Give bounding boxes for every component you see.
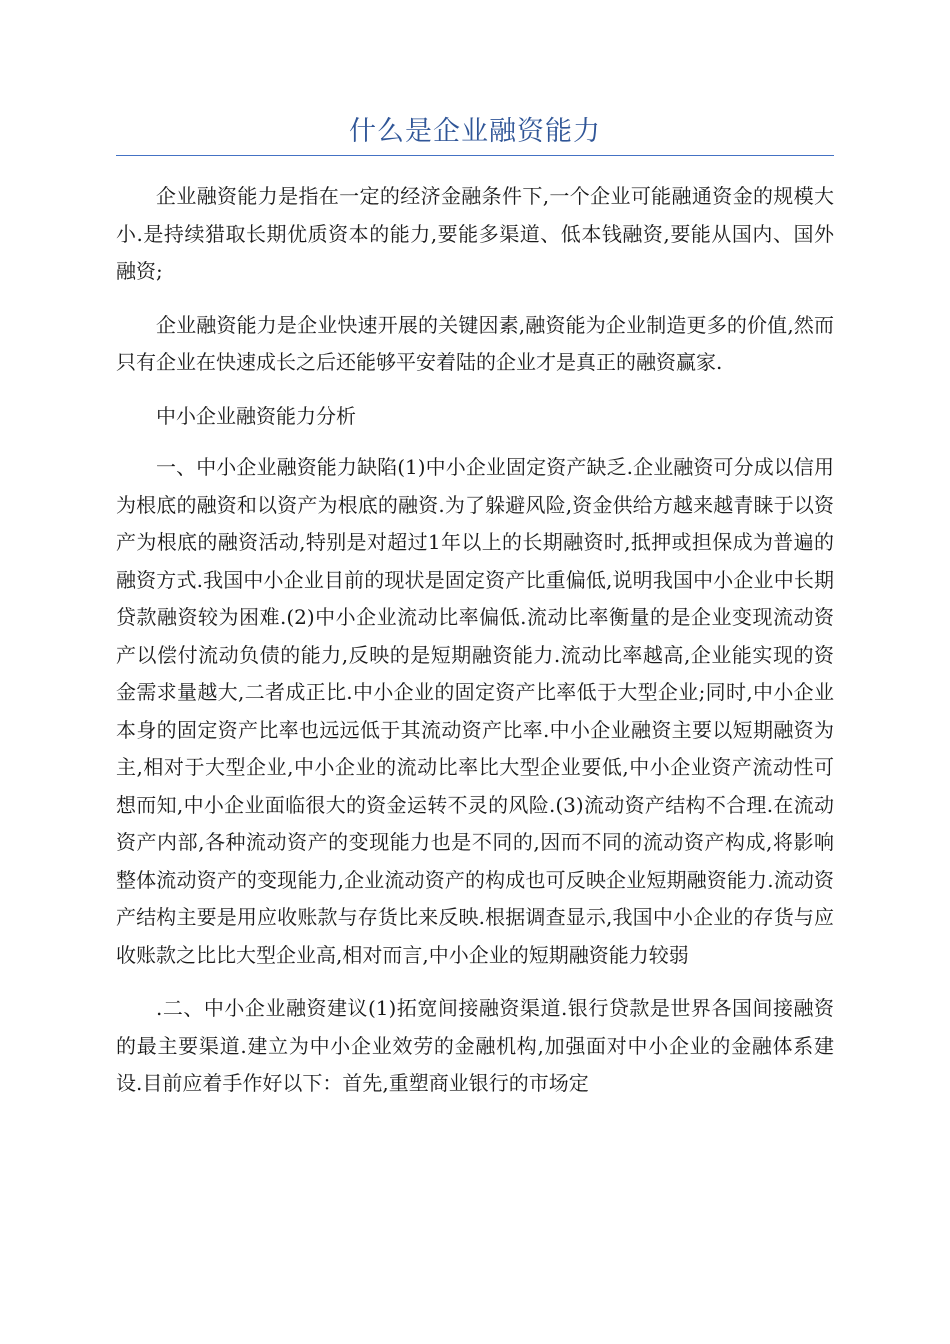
document-page xyxy=(116,0,834,1119)
section-heading-analysis: 中小企业融资能力分析 xyxy=(156,403,356,428)
title-underline xyxy=(116,155,834,156)
document-title: 什么是企业融资能力 xyxy=(349,116,601,147)
paragraph-definition: 企业融资能力是指在一定的经济金融条件下,一个企业可能融通资金的规模大小.是持续猎取长期优质资本的能力,要能多渠道、低本钱融资,要能从国内、国外融资; xyxy=(116,184,834,283)
paragraph-suggestions: .二、中小企业融资建议(1)拓宽间接融资渠道.银行贷款是世界各国间接融资的最主要渠道.建立为中小企业效劳的金融机构,加强面对中小企业的金融体系建设.目前应着手作好以下：首先,重塑商业银行的市场定 xyxy=(116,996,834,1095)
document-body xyxy=(116,178,834,1103)
paragraph-importance: 企业融资能力是企业快速开展的关键因素,融资能为企业制造更多的价值,然而只有企业在快速成长之后还能够平安着陆的企业才是真正的融资赢家. xyxy=(116,312,834,374)
paragraph-defects: 一、中小企业融资能力缺陷(1)中小企业固定资产缺乏.企业融资可分成以信用为根底的融资和以资产为根底的融资.为了躲避风险,资金供给方越来越青睐于以资产为根底的融资活动,特别是对超过1年以上的长期融资时,抵押或担保成为普遍的融资方式.我国中小企业目前的现状是固定资产比重偏低,说明我国中小企业中长期贷款融资较为困难.(2)中小企业流动比率偏低.流动比率衡量的是企业变现流动资产以偿付流动负债的能力,反映的是短期融资能力.流动比率越高,企业能实现的资金需求量越大,二者成正比.中小企业的固定资产比率低于大型企业;同时,中小企业本身的固定资产比率也远远低于其流动资产比率.中小企业融资主要以短期融资为主,相对于大型企业,中小企业的流动比率比大型企业要低,中小企业资产流动性可想而知,中小企业面临很大的资金运转不灵的风险.(3)流动资产结构不合理.在流动资产内部,各种流动资产的变现能力也是不同的,因而不同的流动资产构成,将影响整体流动资产的变现能力,企业流动资产的构成也可反映企业短期融资能力.流动资产结构主要是用应收账款与存货比来反映.根据调查显示,我国中小企业的存货与应收账款之比比大型企业高,相对而言,中小企业的短期融资能力较弱 xyxy=(116,455,834,967)
